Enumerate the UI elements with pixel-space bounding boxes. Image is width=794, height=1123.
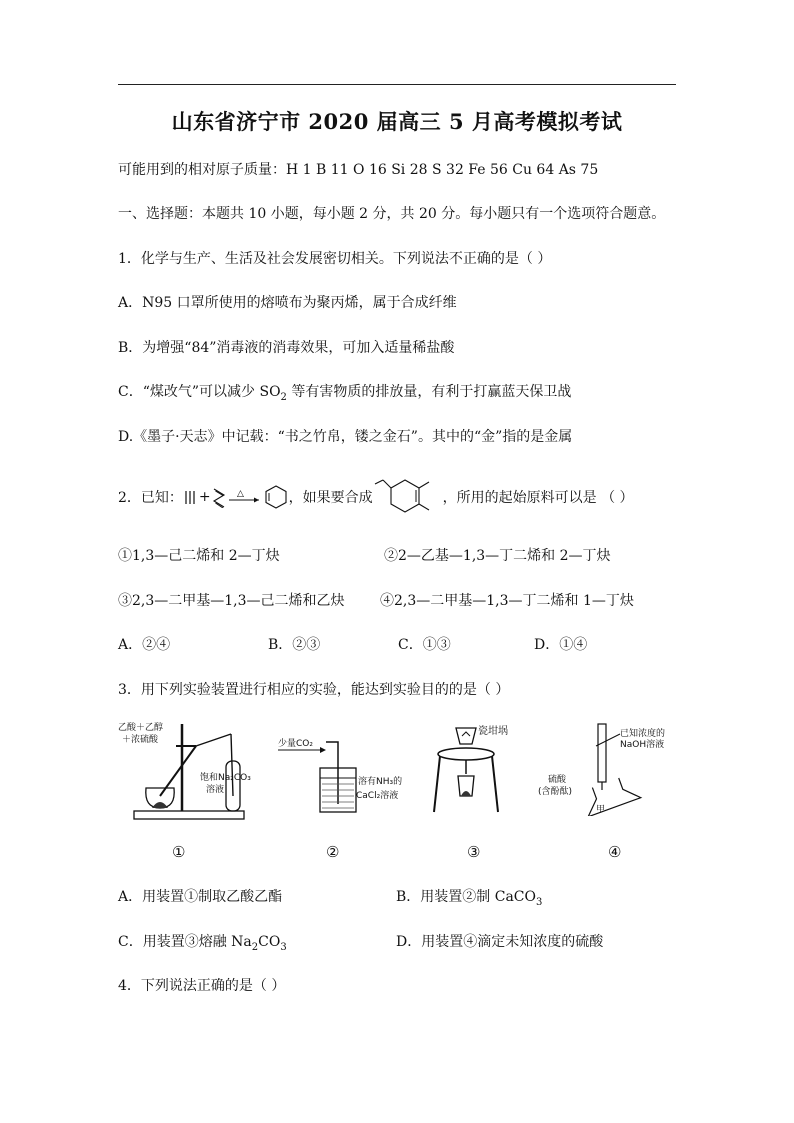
diene-structure [211, 486, 227, 508]
section-heading: 一、选择题：本题共 10 小题，每小题 2 分，共 20 分。每小题只有一个选项符合题意。 [118, 206, 666, 222]
apparatus-4-label-1: 已知浓度的 [620, 729, 666, 739]
apparatus-1-label-2: ＋浓硫酸 [122, 735, 159, 745]
header-rule [118, 84, 676, 85]
q3-b-sub: 3 [536, 896, 543, 908]
q1-c-sub: 2 [280, 391, 287, 403]
q3-c-sub-2: 3 [280, 941, 287, 953]
q2-stem [118, 480, 634, 514]
apparatus-2-figure [276, 726, 406, 816]
q2-middle: ，如果要合成 [288, 490, 373, 506]
q4-stem: 4．下列说法正确的是（ ） [118, 978, 286, 994]
q1-option-b: B．为增强“84”消毒液的消毒效果，可加入适量稀盐酸 [118, 340, 455, 356]
q3-c-mid: CO [258, 934, 281, 950]
apparatus-3-number: ③ [467, 843, 481, 861]
apparatus-1-label-1: 乙酸＋乙醇 [118, 723, 164, 733]
q3-option-a: A．用装置①制取乙酸乙酯 [118, 889, 283, 905]
reaction-arrow [227, 487, 263, 507]
q3-option-b [396, 887, 542, 913]
q3-b-pre: B．用装置②制 CaCO [396, 889, 536, 905]
q1-c-pre: C．“煤改气”可以减少 SO [118, 384, 281, 400]
apparatus-4-label-2: NaOH溶液 [620, 740, 665, 750]
q2-plus: + [198, 489, 211, 505]
q3-stem: 3．用下列实验装置进行相应的实验，能达到实验目的的是（ ） [118, 682, 510, 698]
apparatus-1-label-4: 溶液 [206, 785, 225, 795]
apparatus-3-label: 瓷坩埚 [478, 726, 508, 737]
q1-option-a: A．N95 口罩所使用的熔喷布为聚丙烯，属于合成纤维 [118, 295, 457, 311]
atomic-masses: 可能用到的相对原子质量：H 1 B 11 O 16 Si 28 S 32 Fe 56 Cu 64 As 75 [118, 162, 599, 178]
apparatus-4-label-5: 甲 [596, 805, 606, 815]
q1-c-post: 等有害物质的排放量，有利于打赢蓝天保卫战 [286, 384, 572, 400]
q2-prefix: 2．已知： [118, 490, 183, 506]
apparatus-4-number: ④ [608, 843, 622, 861]
q2-choice-3: ③2,3—二甲基—1,3—己二烯和乙炔 [118, 593, 345, 609]
delta-sign: △ [236, 489, 244, 499]
q2-option-c: C．①③ [398, 637, 451, 653]
cyclohexene-structure [263, 483, 289, 511]
q2-choice-1: ①1,3—己二烯和 2—丁炔 [118, 548, 280, 564]
apparatus-4-label-4: (含酚酞) [538, 787, 573, 797]
q2-option-b: B．②③ [268, 637, 321, 653]
apparatus-2-label-1: 少量CO₂ [278, 739, 313, 749]
q3-option-d: D．用装置④滴定未知浓度的硫酸 [396, 934, 604, 950]
apparatus-1-number: ① [172, 843, 186, 861]
q1-option-c [118, 382, 571, 408]
target-molecule-structure [373, 474, 443, 520]
q2-choice-4: ④2,3—二甲基—1,3—丁二烯和 1—丁炔 [380, 593, 634, 609]
q3-option-c [118, 932, 287, 958]
page-title: 山东省济宁市 2020 届高三 5 月高考模拟考试 [171, 109, 623, 134]
q1-stem: 1．化学与生产、生活及社会发展密切相关。下列说法不正确的是（ ） [118, 251, 552, 267]
q2-option-d: D．①④ [534, 637, 588, 653]
alkyne-structure [183, 487, 199, 507]
q2-option-a: A．②④ [118, 637, 171, 653]
q3-c-pre: C．用装置③熔融 Na [118, 934, 252, 950]
apparatus-4-figure [536, 716, 696, 816]
apparatus-4-label-3: 硫酸 [548, 775, 567, 785]
apparatus-2-number: ② [326, 843, 340, 861]
apparatus-1-label-3: 饱和Na₂CO₃ [200, 773, 251, 783]
q1-option-d: D.《墨子·天志》中记载：“书之竹帛，镂之金石”。其中的“金”指的是金属 [118, 429, 573, 445]
apparatus-2-label-2: 溶有NH₃的 [358, 777, 403, 787]
q3-c-sub-1: 2 [251, 941, 259, 953]
q2-suffix: ，所用的起始原料可以是 （ ） [442, 490, 634, 506]
q2-choice-2: ②2—乙基—1,3—丁二烯和 2—丁炔 [384, 548, 611, 564]
apparatus-1-figure [116, 716, 256, 826]
apparatus-2-label-3: CaCl₂溶液 [356, 791, 399, 801]
